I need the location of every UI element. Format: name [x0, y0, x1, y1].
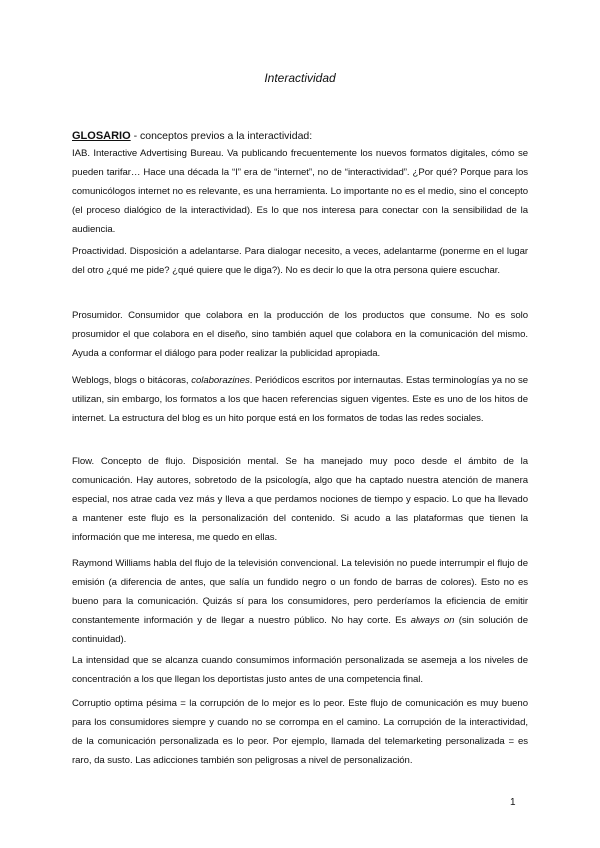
page-title: Interactividad	[264, 71, 336, 85]
page-number: 1	[510, 797, 516, 808]
paragraph-williams-text-b: (sin solución de continuidad).	[72, 615, 528, 645]
glossary-subtitle: - conceptos previos a la interactividad:	[130, 130, 313, 142]
paragraph-weblogs	[72, 371, 528, 428]
glossary-header	[72, 130, 312, 142]
paragraph-raymond-williams	[72, 554, 528, 649]
paragraph-williams-italic: always on	[410, 615, 455, 626]
paragraph-weblogs-text-a: Weblogs, blogs o bitácoras,	[72, 375, 192, 386]
paragraph-flow: Flow. Concepto de flujo. Disposición mental. Se ha manejado muy poco desde el ámbito de la comunicación. Hay autores, sobretodo de la psicología, algo que ha captado nuestra atención de manera especial, nos atrae cada vez más y lleva a que perdamos nociones de tiempo y espacio. Lo que ha llevado a mantener este flujo es la personalización del contenido. Si acudo a las plataformas que tienen la información que me interesa, me quedo en ellas.	[72, 456, 528, 543]
paragraph-weblogs-text-b: . Periódicos escritos por internautas. Estas terminologías ya no se utilizan, sin embargo, los formatos a los que hacen referencias siguen vigentes. Este es uno de los hitos de internet. La estructura del blog es un hito porque está en los formatos de todas las redes sociales.	[72, 375, 528, 424]
glossary-heading: GLOSARIO	[72, 130, 131, 142]
paragraph-prosumidor: Prosumidor. Consumidor que colabora en la producción de los productos que consume. No es solo prosumidor el que colabora en el diseño, sino también aquel que colabora en la comunicación del mismo. Ayuda a conformar el diálogo para poder realizar la publicidad apropiada.	[72, 310, 528, 359]
paragraph-weblogs-italic: colaborazines	[191, 375, 250, 386]
paragraph-proactividad: Proactividad. Disposición a adelantarse. Para dialogar necesito, a veces, adelantarme (ponerme en el lugar del otro ¿qué me pide? ¿qué quiere que le diga?). No es decir lo que la otra persona quiere escuchar.	[72, 246, 528, 276]
paragraph-iab: IAB. Interactive Advertising Bureau. Va publicando frecuentemente los nuevos formatos digitales, cómo se pueden tarifar… Hace una década la “I” era de “internet”, no de “interactividad”. ¿Por qué? Porque para los comunicólogos internet no es relevante, es una herramienta. Lo importante no es el medio, sino el concepto (el proceso dialógico de la interactividad). Es lo que nos interesa para conectar con la sensibilidad de la audiencia.	[72, 148, 528, 235]
paragraph-williams-text-a: Raymond Williams habla del flujo de la televisión convencional. La televisión no puede interrumpir el flujo de emisión (a diferencia de antes, que salía un fundido negro o un fondo de barras de colores). Esto no es bueno para la comunicación. Quizás sí para los consumidores, pero perderíamos la eficiencia de emitir constantemente información y de llegar a nuestro público. No hay corte. Es	[72, 558, 528, 626]
paragraph-corruptio: Corruptio optima pésima = la corrupción de lo mejor es lo peor. Este flujo de comunicación es muy bueno para los consumidores siempre y cuando no se corrompa en el camino. La corrupción de la interactividad, de la comunicación personalizada es lo peor. Por ejemplo, llamada del telemarketing personalizada = es raro, da susto. Las adicciones también son peligrosas a nivel de personalización.	[72, 698, 528, 766]
paragraph-intensidad: La intensidad que se alcanza cuando consumimos información personalizada se asemeja a los niveles de concentración a los que llegan los deportistas justo antes de una competencia final.	[72, 655, 528, 685]
